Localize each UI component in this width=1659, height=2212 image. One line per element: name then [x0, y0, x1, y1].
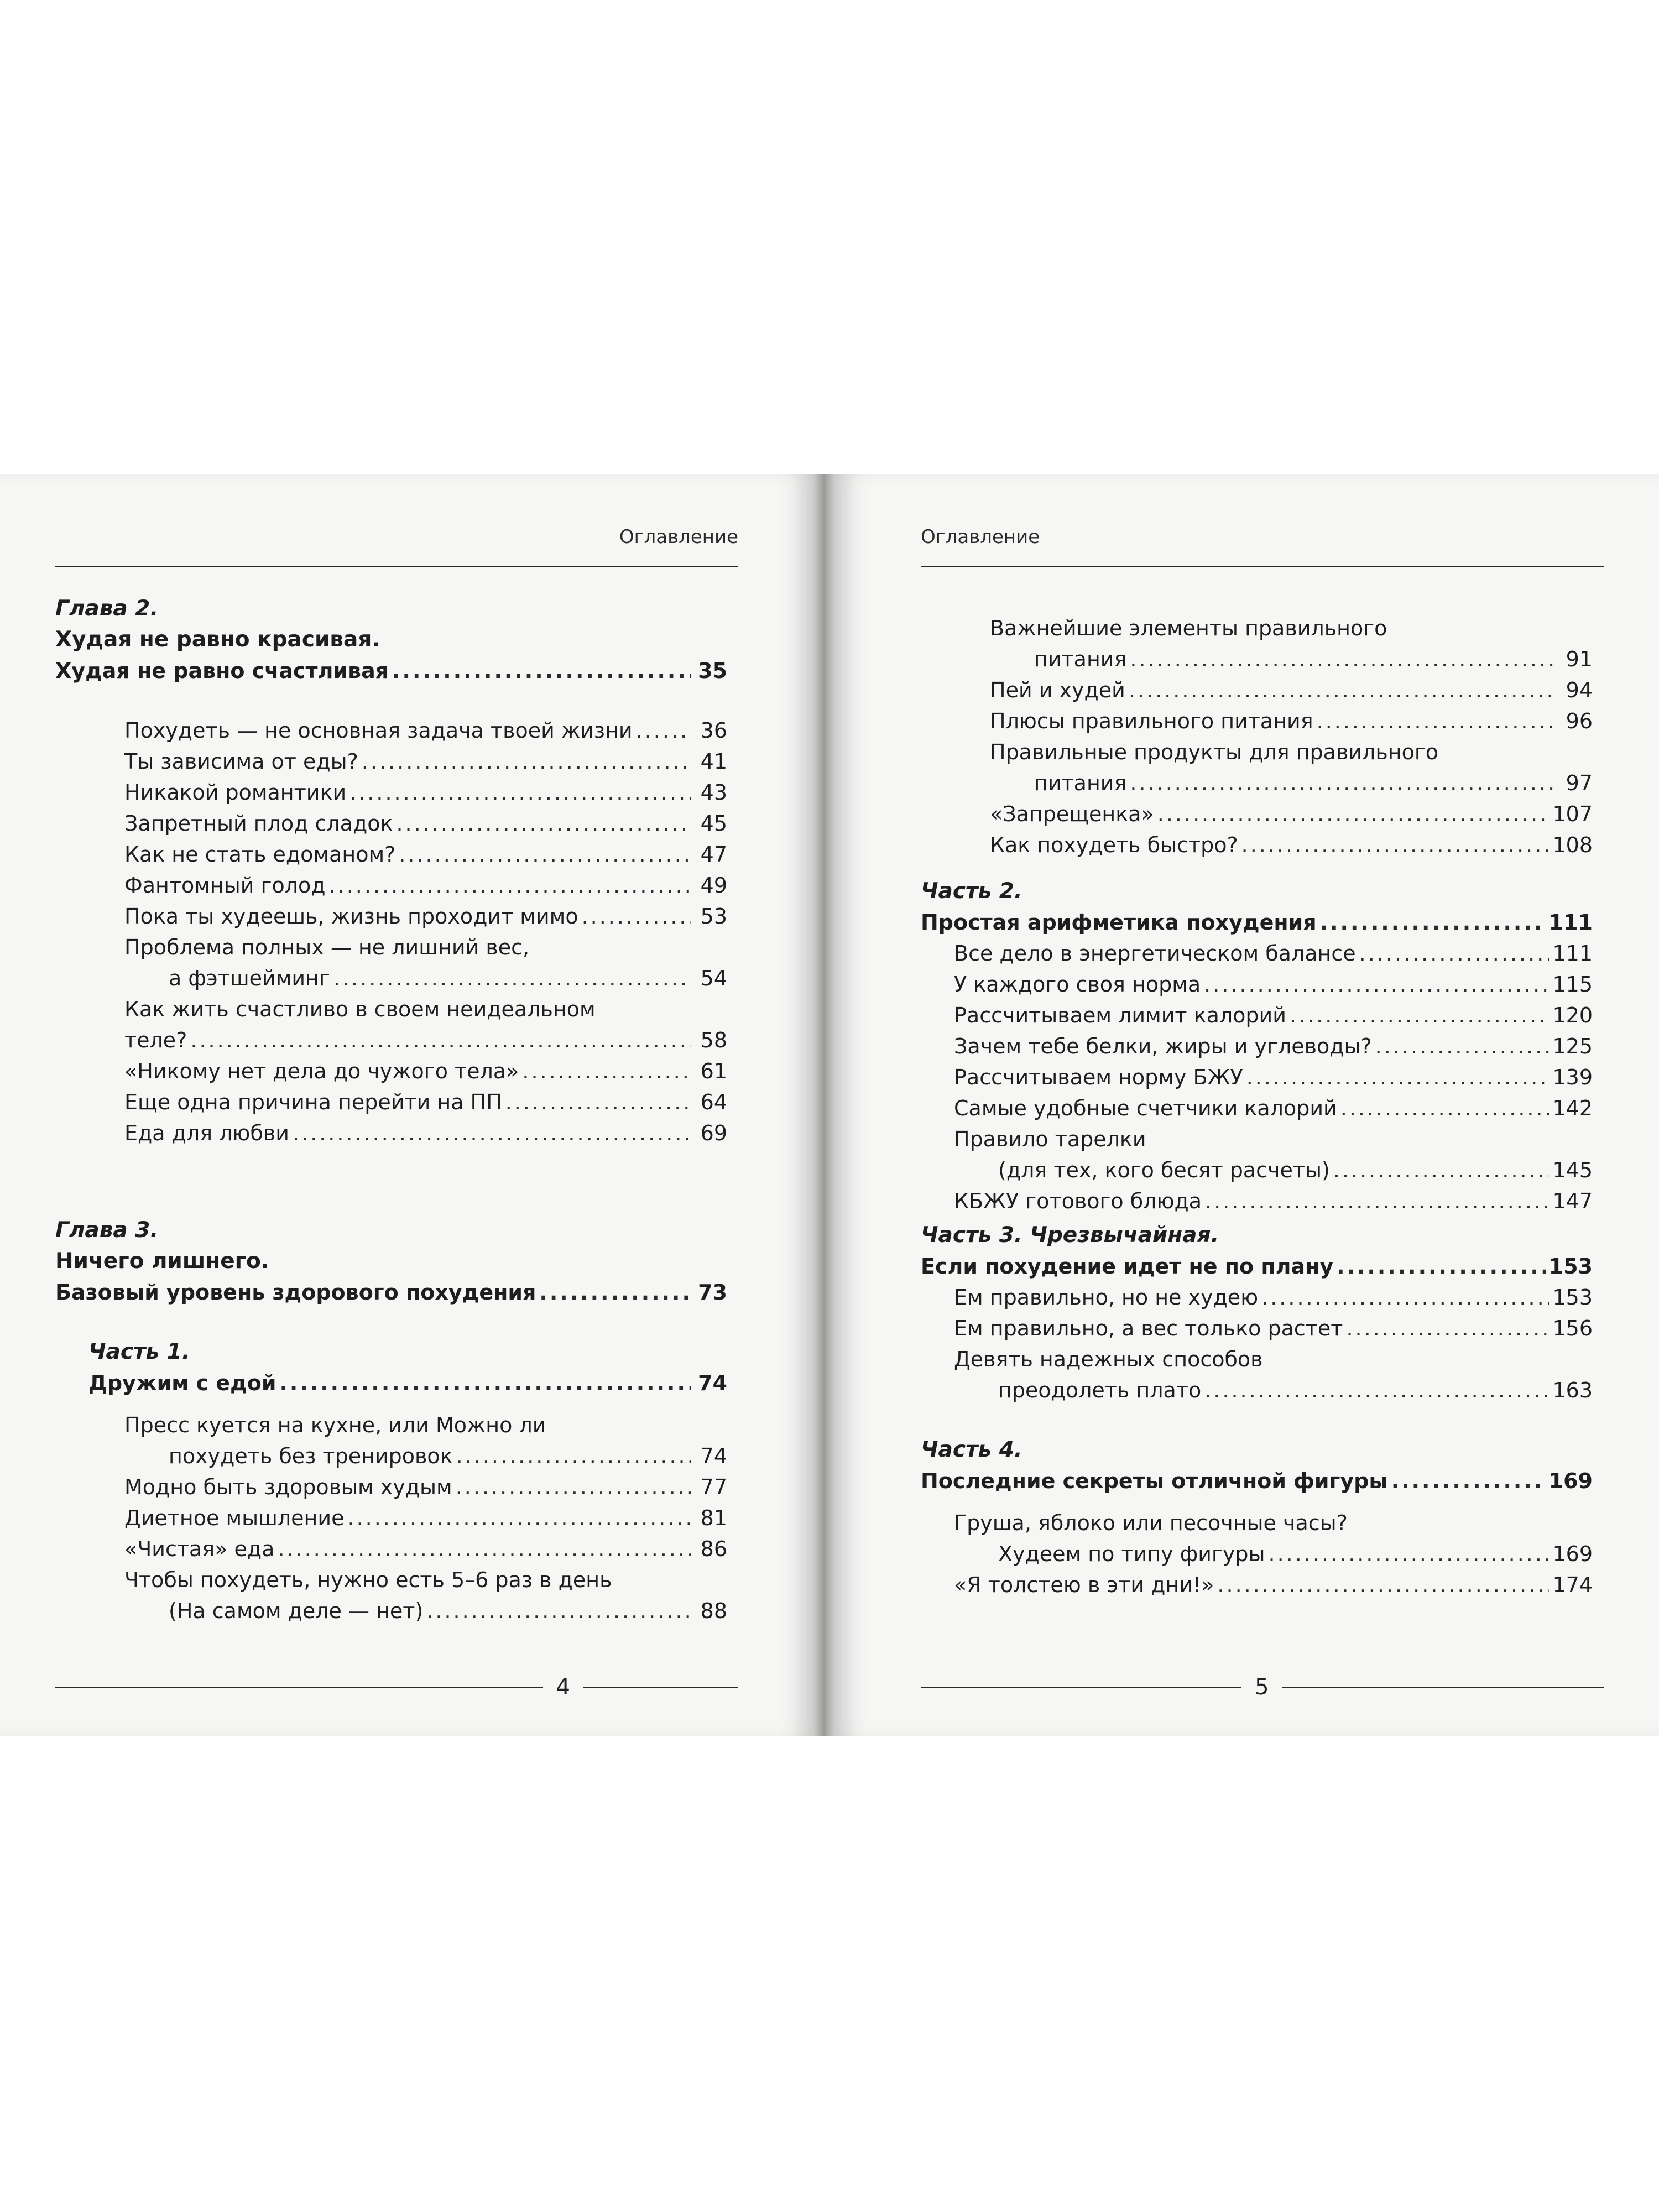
toc-entry: [124, 901, 727, 932]
toc-entry: [954, 969, 1593, 1000]
page-ref: 142: [1552, 1096, 1593, 1120]
page-ref: 169: [1552, 1542, 1593, 1566]
page-ref: 139: [1552, 1065, 1593, 1089]
toc-entry: [124, 1503, 727, 1533]
toc-entry: [124, 808, 727, 839]
entry-title: Модно быть здоровым худым: [124, 1475, 452, 1499]
entry-title-cont: (для тех, кого бесят расчеты): [998, 1158, 1330, 1182]
part-title: Дружим с едой: [88, 1371, 276, 1395]
page-ref: 115: [1552, 972, 1593, 997]
header-rule: [921, 566, 1604, 567]
part-label: Часть 1.: [88, 1339, 190, 1364]
toc-entry: [124, 1025, 727, 1056]
toc-entry: [954, 1313, 1593, 1344]
page-ref: 107: [1552, 802, 1593, 826]
toc-entry: [990, 706, 1593, 737]
entry-title-cont: Худеем по типу фигуры: [998, 1542, 1265, 1566]
part-title: Если похудение идет не по плану: [921, 1254, 1334, 1279]
toc-entry: [990, 644, 1593, 675]
entry-title-cont: питания: [1034, 771, 1127, 795]
toc-entry: [124, 1087, 727, 1118]
page-ref: 145: [1552, 1158, 1593, 1182]
entry-title: Рассчитываем лимит калорий: [954, 1003, 1286, 1027]
page-ref: 58: [700, 1028, 727, 1052]
toc-entry: [954, 1375, 1593, 1406]
toc-entry: [88, 1368, 727, 1399]
toc-entry: [124, 870, 727, 901]
page-ref: 153: [1552, 1285, 1593, 1310]
entry-title-cont: питания: [1034, 647, 1127, 671]
toc-entry: [921, 1251, 1593, 1282]
entry-title: Рассчитываем норму БЖУ: [954, 1065, 1243, 1089]
entry-title: Как похудеть быстро?: [990, 833, 1238, 857]
entry-title: Все дело в энергетическом балансе: [954, 941, 1356, 966]
entry-title-cont: а фэтшейминг: [169, 966, 330, 990]
entry-title: Самые удобные счетчики калорий: [954, 1096, 1337, 1120]
page-ref: 49: [700, 873, 727, 898]
entry-title: Еда для любви: [124, 1121, 289, 1145]
entry-title: Фантомный голод: [124, 873, 326, 898]
entry-title: Ем правильно, а вес только растет: [954, 1316, 1343, 1340]
toc-entry: [124, 963, 727, 994]
toc-entry: [954, 1282, 1593, 1313]
left-page: [0, 474, 813, 1736]
page-ref: 45: [700, 811, 727, 836]
toc-entry: [124, 1056, 727, 1087]
page-ref: 120: [1552, 1003, 1593, 1027]
entry-title: Как жить счастливо в своем неидеальном: [124, 997, 596, 1021]
page-ref: 169: [1548, 1469, 1593, 1493]
page-ref: 36: [700, 718, 727, 743]
toc-entry: [954, 938, 1593, 969]
toc-entry: [954, 1186, 1593, 1217]
page-ref: 156: [1552, 1316, 1593, 1340]
toc-entry: [921, 1465, 1593, 1496]
page-ref: 35: [698, 659, 727, 683]
page-ref: 97: [1566, 771, 1593, 795]
toc-entry: [55, 1277, 727, 1308]
entry-title: Как не стать едоманом?: [124, 842, 396, 867]
toc-entry: [124, 1595, 727, 1626]
entry-title: Ем правильно, но не худею: [954, 1285, 1259, 1310]
page-ref: 91: [1566, 647, 1593, 671]
table-of-contents: [921, 613, 1593, 1600]
page-ref: 69: [700, 1121, 727, 1145]
page-ref: 125: [1552, 1034, 1593, 1058]
chapter-title: Худая не равно красивая.: [55, 627, 380, 652]
entry-title: Девять надежных способов: [954, 1347, 1263, 1371]
toc-entry: [124, 1472, 727, 1503]
entry-title: Худая не равно счастливая: [55, 659, 389, 683]
page-ref: 108: [1552, 833, 1593, 857]
book-spread: [0, 474, 1659, 1736]
page-ref: 174: [1552, 1573, 1593, 1597]
entry-title: Пресс куется на кухне, или Можно ли: [124, 1413, 546, 1437]
toc-entry: [124, 715, 727, 746]
page-ref: 74: [698, 1371, 727, 1395]
entry-title-cont: преодолеть плато: [998, 1378, 1202, 1402]
entry-title: Важнейшие элементы правильного: [990, 616, 1387, 640]
chapter-title: Ничего лишнего.: [55, 1249, 269, 1274]
chapter-label: Глава 2.: [55, 596, 159, 621]
toc-entry: [954, 1538, 1593, 1569]
page-ref: 54: [700, 966, 727, 990]
page-ref: 163: [1552, 1378, 1593, 1402]
header-rule: [55, 566, 738, 567]
page-ref: 81: [700, 1506, 727, 1530]
toc-entry: [124, 1441, 727, 1472]
page-ref: 147: [1552, 1189, 1593, 1213]
page-ref: 47: [700, 842, 727, 867]
entry-title-cont: (На самом деле — нет): [169, 1599, 424, 1623]
page-number: 4: [556, 1674, 570, 1700]
page-ref: 111: [1548, 910, 1593, 935]
entry-title: Диетное мышление: [124, 1506, 345, 1530]
part-label: Часть 3. Чрезвычайная.: [921, 1223, 1219, 1248]
entry-title: У каждого своя норма: [954, 972, 1201, 997]
entry-title: Пей и худей: [990, 678, 1125, 702]
entry-title: Зачем тебе белки, жиры и углеводы?: [954, 1034, 1372, 1058]
toc-entry: [954, 1093, 1593, 1124]
entry-title: Базовый уровень здорового похудения: [55, 1280, 536, 1305]
entry-title: Плюсы правильного питания: [990, 709, 1313, 733]
toc-entry: [990, 768, 1593, 799]
page-ref: 88: [700, 1599, 727, 1623]
running-header: Оглавление: [619, 526, 738, 548]
toc-entry: [124, 1533, 727, 1564]
toc-entry: [990, 830, 1593, 860]
table-of-contents: [55, 593, 727, 1626]
toc-entry: [954, 1062, 1593, 1093]
entry-title: Правило тарелки: [954, 1127, 1146, 1151]
entry-title: Правильные продукты для правильного: [990, 740, 1439, 764]
entry-title: Запретный плод сладок: [124, 811, 393, 836]
page-ref: 86: [700, 1537, 727, 1561]
running-header: Оглавление: [921, 526, 1040, 548]
entry-title: Никакой романтики: [124, 780, 347, 805]
book-gutter: [813, 474, 835, 1736]
right-page: [835, 474, 1659, 1736]
chapter-label: Глава 3.: [55, 1218, 159, 1243]
toc-entry: [921, 907, 1593, 938]
entry-title: КБЖУ готового блюда: [954, 1189, 1202, 1213]
leader-dots: [392, 655, 691, 686]
page-ref: 153: [1548, 1254, 1593, 1279]
entry-title: «Запрещенка»: [990, 802, 1154, 826]
entry-title: «Никому нет дела до чужого тела»: [124, 1059, 519, 1083]
part-label: Часть 4.: [921, 1437, 1022, 1462]
toc-entry: [124, 777, 727, 808]
page-number: 5: [1255, 1674, 1269, 1700]
entry-title: Еще одна причина перейти на ПП: [124, 1090, 502, 1114]
entry-title: Чтобы похудеть, нужно есть 5–6 раз в день: [124, 1568, 612, 1592]
entry-title: Ты зависима от еды?: [124, 749, 358, 774]
part-title: Простая арифметика похудения: [921, 910, 1317, 935]
page-ref: 64: [700, 1090, 727, 1114]
entry-title: Похудеть — не основная задача твоей жизни: [124, 718, 633, 743]
entry-title: «Чистая» еда: [124, 1537, 275, 1561]
toc-entry: [124, 839, 727, 870]
page-ref: 43: [700, 780, 727, 805]
page-ref: 61: [700, 1059, 727, 1083]
page-ref: 111: [1552, 941, 1593, 966]
page-ref: 53: [700, 904, 727, 928]
entry-title-cont: похудеть без тренировок: [169, 1444, 453, 1468]
page-ref: 77: [700, 1475, 727, 1499]
page-ref: 74: [700, 1444, 727, 1468]
part-title: Последние секреты отличной фигуры: [921, 1469, 1388, 1493]
toc-entry: [55, 655, 727, 686]
part-label: Часть 2.: [921, 879, 1022, 904]
page-ref: 41: [700, 749, 727, 774]
entry-title: «Я толстею в эти дни!»: [954, 1573, 1214, 1597]
entry-title-cont: теле?: [124, 1028, 187, 1052]
page-ref: 73: [698, 1280, 727, 1305]
toc-entry: [954, 1031, 1593, 1062]
page-ref: 96: [1566, 709, 1593, 733]
toc-entry: [954, 1155, 1593, 1186]
toc-entry: [954, 1569, 1593, 1600]
toc-entry: [124, 1118, 727, 1149]
toc-entry: [954, 1000, 1593, 1031]
toc-entry: [124, 746, 727, 777]
entry-title: Пока ты худеешь, жизнь проходит мимо: [124, 904, 578, 928]
page-ref: 94: [1566, 678, 1593, 702]
entry-title: Проблема полных — не лишний вес,: [124, 935, 530, 959]
page-footer: [55, 1674, 738, 1700]
page-footer: [921, 1674, 1604, 1700]
toc-entry: [990, 675, 1593, 706]
entry-title: Груша, яблоко или песочные часы?: [954, 1511, 1348, 1535]
toc-entry: [990, 799, 1593, 830]
